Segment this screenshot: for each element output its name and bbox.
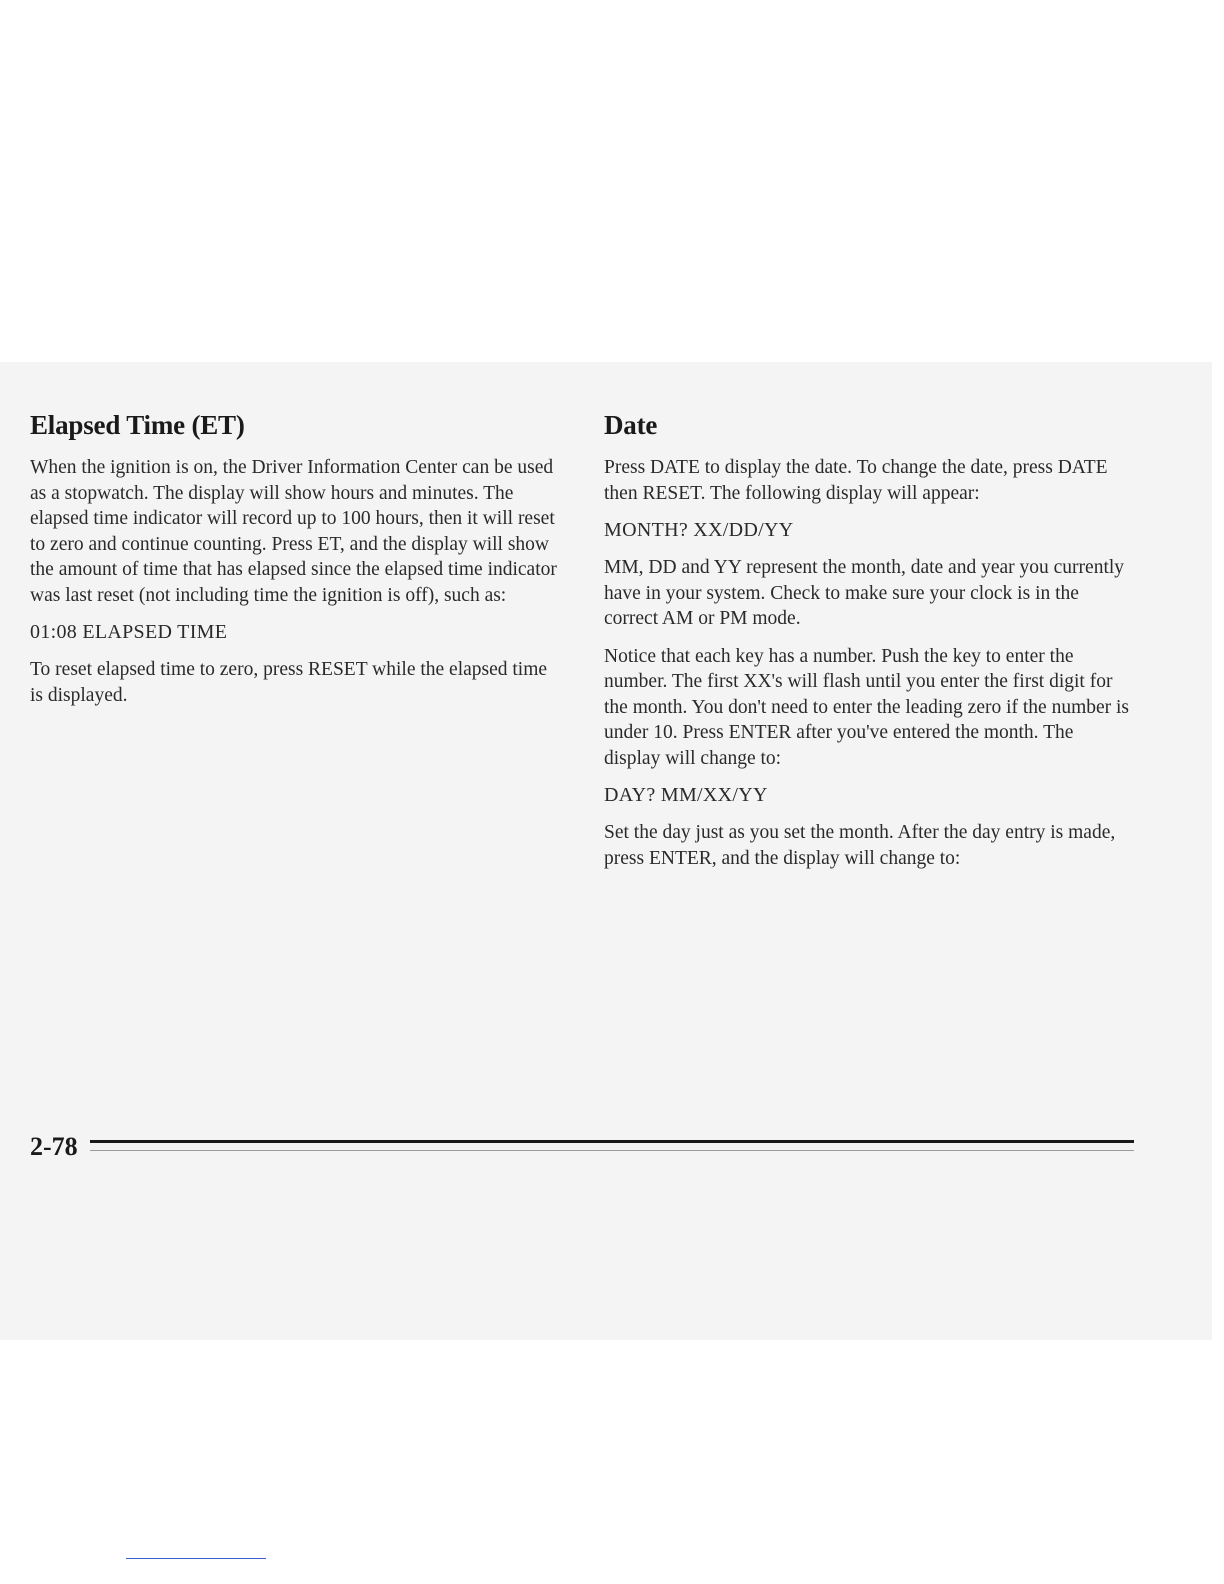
date-intro: Press DATE to display the date. To change the date, press DATE then RESET. The following display will appear:	[604, 457, 1108, 504]
date-format-text: MM, DD and YY represent the month, date and year you currently have in your system. Check to make sure your clock is in the correct AM or PM mode.	[604, 557, 1125, 629]
page-footer	[30, 1132, 1134, 1162]
page-number: 2-78	[30, 1132, 78, 1161]
month-display-example: MONTH? XX/DD/YY	[604, 519, 794, 541]
right-column	[604, 410, 1134, 883]
footer-rule-thick	[90, 1140, 1134, 1143]
elapsed-time-intro: When the ignition is on, the Driver Information Center can be used as a stopwatch. The display will show hours and minutes. The elapsed time indicator will record up to 100 hours, then it will reset to zero and continue counting. Press ET, and the display will show the amount of time that has elapsed since the elapsed time indicator was last reset (not including time the ignition is off), such as:	[30, 457, 557, 606]
day-display-example: DAY? MM/XX/YY	[604, 784, 768, 806]
elapsed-time-reset-text: To reset elapsed time to zero, press RESET while the elapsed time is displayed.	[30, 659, 548, 706]
day-entry-text: Set the day just as you set the month. After the day entry is made, press ENTER, and the display will change to:	[604, 822, 1116, 869]
date-entry-text: Notice that each key has a number. Push the key to enter the number. The first XX's will flash until you enter the first digit for the month. You don't need to enter the leading zero if the number is under 10. Press ENTER after you've entered the month. The display will change to:	[604, 645, 1130, 769]
bottom-divider	[126, 1558, 266, 1559]
date-heading: Date	[604, 410, 658, 440]
footer-rule-thin	[90, 1150, 1134, 1151]
elapsed-time-heading: Elapsed Time (ET)	[30, 410, 245, 440]
left-column	[30, 410, 560, 720]
elapsed-time-display-example: 01:08 ELAPSED TIME	[30, 621, 228, 643]
